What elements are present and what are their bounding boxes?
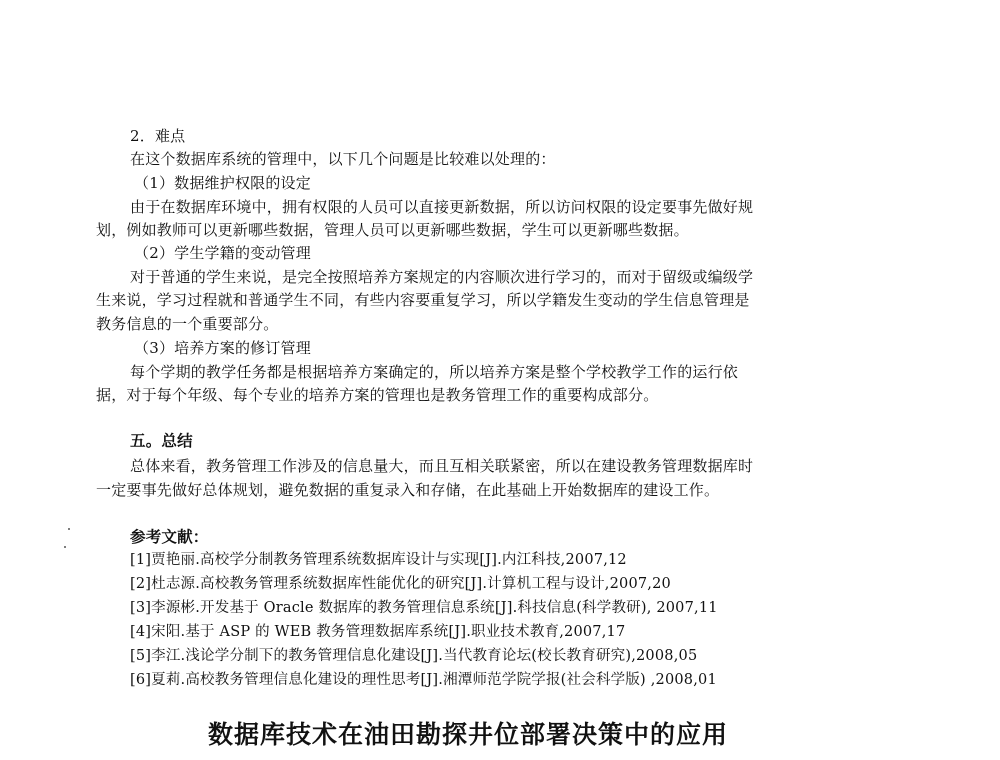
- references-heading: 参考文献：: [130, 527, 209, 546]
- reference-item: [1]贾艳丽.高校学分制教务管理系统数据库设计与实现[J].内江科技,2007,12: [130, 552, 627, 568]
- paragraph-line: 划，例如教师可以更新哪些数据，管理人员可以更新哪些数据，学生可以更新哪些数据。: [96, 221, 689, 239]
- section-heading-summary: 五。总结: [130, 431, 193, 450]
- paragraph-line: 总体来看，教务管理工作涉及的信息量大，而且互相关联紧密，所以在建设教务管理数据库时: [130, 457, 754, 475]
- paragraph-line: 生来说，学习过程就和普通学生不同，有些内容要重复学习，所以学籍发生变动的学生信息管理是: [96, 291, 750, 309]
- section-intro-paragraph: 在这个数据库系统的管理中，以下几个问题是比较难以处理的：: [130, 150, 556, 168]
- scan-speck: [68, 528, 70, 530]
- subheading-curriculum-revision: （3）培养方案的修订管理: [134, 339, 311, 357]
- reference-item: [4]宋阳.基于 ASP 的 WEB 教务管理数据库系统[J].职业技术教育,2007,17: [130, 624, 626, 640]
- next-article-title: 数据库技术在油田勘探井位部署决策中的应用: [208, 720, 729, 749]
- paragraph-line: 教务信息的一个重要部分。: [96, 315, 279, 333]
- scan-speck: [64, 546, 66, 548]
- reference-item: [5]李江.浅论学分制下的教务管理信息化建设[J].当代教育论坛(校长教育研究),2008,05: [130, 648, 698, 664]
- reference-item: [2]杜志源.高校教务管理系统数据库性能优化的研究[J].计算机工程与设计,2007,20: [130, 576, 671, 592]
- reference-item: [6]夏莉.高校教务管理信息化建设的理性思考[J].湘潭师范学院学报(社会科学版) ,2008,01: [130, 672, 717, 688]
- section-heading-difficulties: 2．难点: [130, 127, 186, 145]
- paragraph-line: 由于在数据库环境中，拥有权限的人员可以直接更新数据，所以访问权限的设定要事先做好规: [130, 198, 754, 216]
- subheading-enrollment-changes: （2）学生学籍的变动管理: [134, 244, 311, 262]
- paragraph-line: 每个学期的教学任务都是根据培养方案确定的，所以培养方案是整个学校教学工作的运行依: [130, 363, 739, 381]
- subheading-permission-settings: （1）数据维护权限的设定: [134, 174, 311, 192]
- reference-item: [3]李源彬.开发基于 Oracle 数据库的教务管理信息系统[J].科技信息(科学教研), 2007,11: [130, 600, 718, 616]
- paragraph-line: 对于普通的学生来说，是完全按照培养方案规定的内容顺次进行学习的，而对于留级或编级学: [130, 268, 754, 286]
- paragraph-line: 一定要事先做好总体规划，避免数据的重复录入和存储，在此基础上开始数据库的建设工作。: [96, 481, 720, 499]
- paragraph-line: 据，对于每个年级、每个专业的培养方案的管理也是教务管理工作的重要构成部分。: [96, 386, 659, 404]
